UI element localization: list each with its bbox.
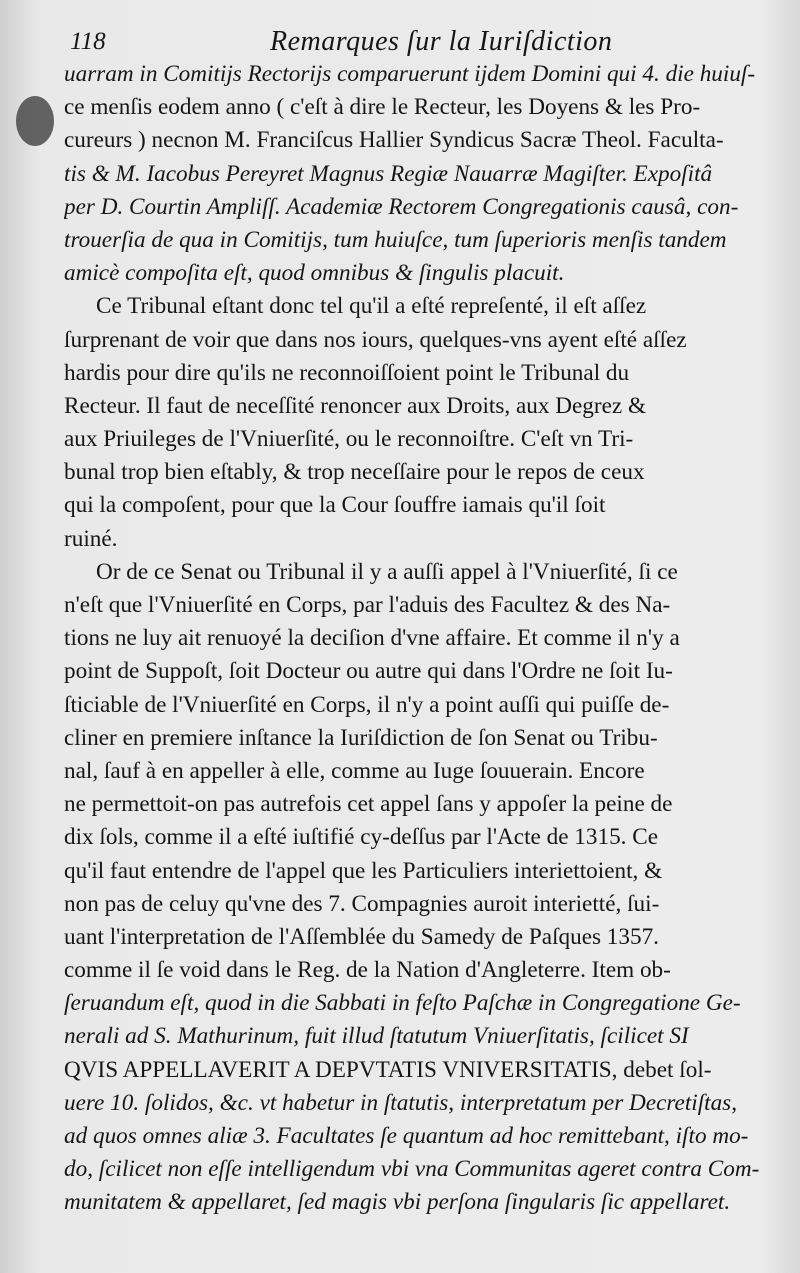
ink-stain [16,96,54,146]
text-line: uarram in Comitijs Rectorijs comparuerunt ijdem Domini qui 4. die huiuſ- [64,61,756,87]
text-line: tis & M. Iacobus Pereyret Magnus Regiæ Nauarræ Magiſter. Expoſitâ [64,160,713,187]
text-line: ce menſis eodem anno ( c'eſt à dire le Recteur, les Doyens & les Pro- [64,94,701,121]
text-line: trouerſia de qua in Comitijs, tum huiuſce, tum ſuperioris menſis tandem [64,226,727,253]
text-line: qu'il faut entendre de l'appel que les Particuliers interiettoient, & [64,857,663,884]
page-number: 118 [70,28,106,55]
text-line: aux Priuileges de l'Vniuerſité, ou le reconnoiſtre. C'eſt vn Tri- [64,426,634,453]
running-title: Remarques ſur la Iuriſdiction [270,26,613,57]
text-line: QVIS APPELLAVERIT A DEPVTATIS VNIVERSITATIS, debet ſol- [64,1056,712,1083]
text-line: dix ſols, comme il a eſté iuſtifié cy-deſſus par l'Acte de 1315. Ce [64,824,659,851]
text-line: comme il ſe void dans le Reg. de la Nation d'Angleterre. Item ob- [64,957,671,984]
text-line: uant l'interpretation de l'Aſſemblée du Samedy de Paſques 1357. [64,923,659,950]
text-line: nerali ad S. Mathurinum, fuit illud ſtatutum Vniuerſitatis, ſcilicet SI [64,1023,689,1050]
text-line: Or de ce Senat ou Tribunal il y a auſſi appel à l'Vniuerſité, ſi ce [96,558,678,585]
text-line: ſticiable de l'Vniuerſité en Corps, il n'y a point auſſi qui puiſſe de- [64,691,670,718]
text-line: munitatem & appellaret, ſed magis vbi perſona ſingularis ſic appellaret. [64,1189,731,1216]
text-line: amicè compoſita eſt, quod omnibus & ſingulis placuit. [64,260,565,287]
text-line: do, ſcilicet non eſſe intelligendum vbi vna Communitas ageret contra Com- [64,1156,760,1183]
text-line: nal, ſauf à en appeller à elle, comme au Iuge ſouuerain. Encore [64,757,645,784]
text-line: tions ne luy ait renuoyé la deciſion d'vne affaire. Et comme il n'y a [64,625,680,652]
text-line: uere 10. ſolidos, &c. vt habetur in ſtatutis, interpretatum per Decretiſtas, [64,1089,738,1116]
text-line: hardis pour dire qu'ils ne reconnoiſſoient point le Tribunal du [64,359,630,386]
page-header [70,22,770,62]
body-text [64,58,772,1220]
text-line: Ce Tribunal eſtant donc tel qu'il a eſté repreſenté, il eſt aſſez [96,293,647,320]
text-line: cliner en premiere inſtance la Iuriſdiction de ſon Senat ou Tribu- [64,724,658,751]
text-line: ſeruandum eſt, quod in die Sabbati in feſto Paſchæ in Congregatione Ge- [64,990,741,1017]
text-line: ad quos omnes aliæ 3. Facultates ſe quantum ad hoc remittebant, iſto mo- [64,1123,749,1149]
text-line: non pas de celuy qu'vne des 7. Compagnies auroit interietté, ſui- [64,890,660,917]
text-line: Recteur. Il faut de neceſſité renoncer aux Droits, aux Degrez & [64,392,647,419]
text-line: ruiné. [64,525,118,552]
text-line: bunal trop bien eſtably, & trop neceſſaire pour le repos de ceux [64,459,645,486]
text-line: per D. Courtin Ampliſſ. Academiæ Rectorem Congregationis causâ, con- [64,193,739,220]
text-line: ne permettoit-on pas autrefois cet appel ſans y appoſer la peine de [64,791,673,818]
text-line: cureurs ) necnon M. Franciſcus Hallier Syndicus Sacræ Theol. Faculta- [64,127,724,154]
text-line: point de Suppoſt, ſoit Docteur ou autre qui dans l'Ordre ne ſoit Iu- [64,658,673,685]
text-line: qui la compoſent, pour que la Cour ſouffre iamais qu'il ſoit [64,492,606,519]
text-line: ſurprenant de voir que dans nos iours, quelques-vns ayent eſté aſſez [64,326,687,353]
text-line: n'eſt que l'Vniuerſité en Corps, par l'aduis des Facultez & des Na- [64,592,671,618]
